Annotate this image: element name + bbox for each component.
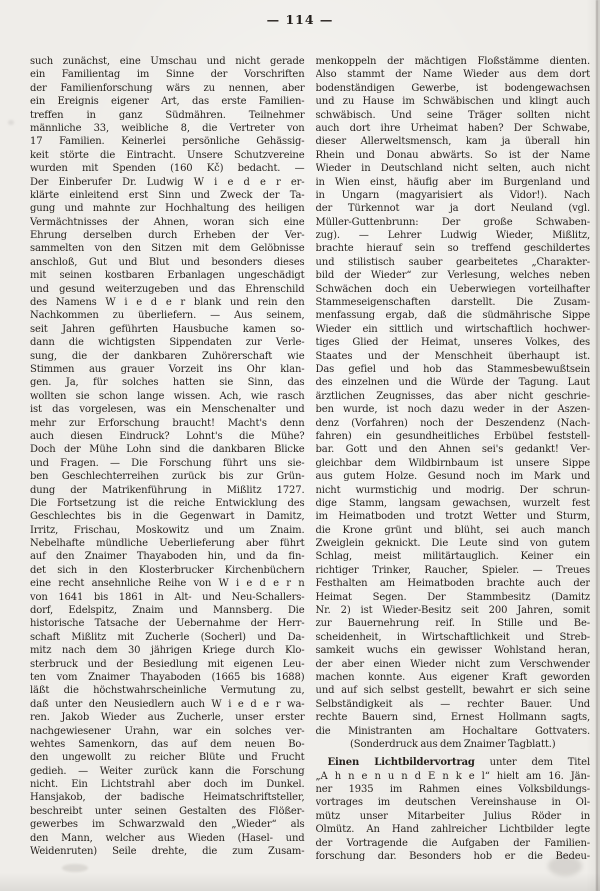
text-line: dann die wichtigsten Sippendaten zur Verle- xyxy=(30,337,305,349)
text-line: sung, die der dankbaren Zuhörerschaft wie xyxy=(30,350,305,362)
text-line: Geschlechtes bis in die Gegenwart in Damitz, xyxy=(30,511,305,523)
text-line: klärte einleitend erst Sinn und Zweck der Ta- xyxy=(30,189,305,201)
text-line: ten vom Znaimer Thayaboden (1665 bis 1688) xyxy=(30,671,305,683)
text-line: menfassung ergab, daß die südmährische Sippe xyxy=(315,310,590,322)
text-line: läßt die höchstwahrscheinliche Vermutung zu, xyxy=(30,685,305,697)
text-line: in Wien einst, häufig aber im Burgenland und xyxy=(315,176,590,188)
text-line: des Namens W i e d e r blank und rein den xyxy=(30,297,305,309)
text-line: gen. Ja, für solches hatten sie Sinn, das xyxy=(30,377,305,389)
text-line: ist das vorgelesen, was ein Menschenalter und xyxy=(30,404,305,416)
text-line: Staates und der Menschheit überhaupt ist. xyxy=(315,350,590,362)
text-line: wollten sie schon lange wissen. Ach, wie rasch xyxy=(30,390,305,402)
text-line: zug). — Lehrer Ludwig Wieder, Mißlitz, xyxy=(315,230,590,242)
text-line: treffen in ganz Südmähren. Teilnehmer xyxy=(30,109,305,121)
text-line: und gesund weiterzugeben und das Ehrenschild xyxy=(30,283,305,295)
text-line: mit seinen kostbaren Erbanlagen ungeschädigt xyxy=(30,270,305,282)
text-line: det sich in den Klosterbrucker Kirchenbüchern xyxy=(30,564,305,576)
text-line: ner 1935 im Rahmen eines Volksbildungs- xyxy=(315,784,590,796)
text-line: dige Stamm, langsam gewachsen, wurzelt fest xyxy=(315,497,590,509)
text-line: schwäbisch. Und seine Träger sollten nicht xyxy=(315,109,590,121)
text-line: seit Jahren geführten Hausbuche kamen so- xyxy=(30,323,305,335)
text-line: aus gutem Holze. Gesund noch im Mark und xyxy=(315,471,590,483)
text-line: dieser Allerweltsmensch, kam ja überall hin xyxy=(315,136,590,148)
text-line: forschung dar. Besonders hob er die Bedeu- xyxy=(315,851,590,863)
text-line: ren. Jakob Wieder aus Zucherle, unser erster xyxy=(30,712,305,724)
text-column-left xyxy=(30,55,305,863)
text-line: menkoppeln der mächtigen Floßstämme dienten. xyxy=(315,56,590,67)
text-line: ben Geschlechterreihen zurück bis zur Grün- xyxy=(30,471,305,483)
text-line: und auf sich selbst gestellt, bewahrt er sich seine xyxy=(315,685,590,697)
text-line: wurden mit Spenden (160 Kč) bedacht. — xyxy=(30,163,305,175)
text-line: vortrages im deutschen Vereinshause in Ol- xyxy=(315,797,590,809)
text-line: „A h n e n u n d E n k e l“ hielt am 16. Jän- xyxy=(315,770,590,782)
text-line: der aber einen Wieder nicht zum Verschwender xyxy=(315,658,590,670)
text-line: Schlag, meist militärtauglich. Keiner ein xyxy=(315,551,590,563)
text-line: Vermächtnisses der Ahnen, woran sich eine xyxy=(30,216,305,228)
text-line: des einzelnen und die Würde der Tagung. Laut xyxy=(315,377,590,389)
text-line: ben wurde, ist noch dazu weder in der Aszen- xyxy=(315,404,590,416)
text-line: mütz unser Mitarbeiter Julius Röder in xyxy=(315,810,590,822)
text-line: machen konnte. Aus eigener Kraft geworden xyxy=(315,671,590,683)
text-line: such zunächst, eine Umschau und nicht gerade xyxy=(30,56,305,67)
text-line: wehtes Samenkorn, das auf dem neuen Bo- xyxy=(30,738,305,750)
text-line: Stammeseigenschaften darstellt. Die Zusam- xyxy=(315,297,590,309)
text-line: nicht wurmstichig und modrig. Der schrun- xyxy=(315,484,590,496)
text-line: schaft Mißlitz mit Zucherle (Socherl) und Da- xyxy=(30,631,305,643)
text-line: die Krone grünt und blüht, sei auch manch xyxy=(315,524,590,536)
text-line: der Vortragende die Aufgaben der Familien- xyxy=(315,837,590,849)
text-line: rechte Bauern sind, Ernest Hollmann sagts, xyxy=(315,712,590,724)
text-line: Der Einberufer Dr. Ludwig W i e d e r er- xyxy=(30,176,305,188)
text-line: gleichbar dem Wildbirnbaum ist unsere Sippe xyxy=(315,457,590,469)
text-line: scheidenheit, in Wirtschaftlichkeit und Streb- xyxy=(315,631,590,643)
text-line: richtiger Trinker, Raucher, Spieler. — Treues xyxy=(315,564,590,576)
text-line: mehr zur Erforschung braucht! Macht's denn xyxy=(30,417,305,429)
text-line: Irritz, Frischau, Moskowitz und um Znaim. xyxy=(30,524,305,536)
text-line: Doch der Mühe Lohn sind die dankbaren Blicke xyxy=(30,444,305,456)
text-line: keit störte die Eintracht. Unsere Schutzvereine xyxy=(30,149,305,161)
text-line: Olmütz. An Hand zahlreicher Lichtbilder legte xyxy=(315,824,590,836)
text-line: eine recht ansehnliche Reihe von W i e d e r n xyxy=(30,578,305,590)
text-line: dung der Matrikenführung in Mißlitz 1727. xyxy=(30,484,305,496)
text-column-right xyxy=(316,55,591,863)
text-line: dorf, Edelspitz, Znaim und Mannsberg. Die xyxy=(30,605,305,617)
text-line: sammelten von den Sitzen mit dem Gelöbnisse xyxy=(30,243,305,255)
text-line: der Familienforschung wärs zu nennen, aber xyxy=(30,82,305,94)
text-line: Zweiglein geknickt. Die Leute sind von gutem xyxy=(315,538,590,550)
text-line: und zu Hause im Schwäbischen und klingt auch xyxy=(315,96,590,108)
text-line: die Ministranten am Hochaltare Gottvaters. xyxy=(315,725,590,737)
text-line: ein Familientag im Sinne der Vorschriften xyxy=(30,69,305,81)
text-line: auch dort ihre Urheimat haben? Der Schwabe, xyxy=(315,122,590,134)
text-line: gung und mahnte zur Hochhaltung des heiligen xyxy=(30,203,305,215)
text-line: und Fragen. — Die Forschung führt uns sie- xyxy=(30,457,305,469)
text-line: bild der Wieder“ zur Verlesung, welches neben xyxy=(315,270,590,282)
text-line: anschloß, Gut und Blut und besonders dieses xyxy=(30,256,305,268)
text-line: Wieder ein sittlich und wirtschaftlich hochwer- xyxy=(315,323,590,335)
text-line: Stimmen aus grauer Vorzeit ins Ohr klan- xyxy=(30,363,305,375)
text-line: bodenständigen Gewerbe, ist bodengewachsen xyxy=(315,82,590,94)
text-line: Festhalten am Heimatboden brachte auch der xyxy=(315,578,590,590)
text-line: auf den Znaimer Thayaboden hin, und da fin- xyxy=(30,551,305,563)
text-line: gedieh. — Weiter zurück kann die Forschung xyxy=(30,765,305,777)
text-line: zur Bauernehrung reif. In Stille und Be- xyxy=(315,618,590,630)
page-number: — 114 — xyxy=(266,12,334,27)
text-line: Einen Lichtbildervortrag unter dem Titel xyxy=(327,757,590,769)
text-line: Das gefiel und hob das Stammesbewußtsein xyxy=(315,363,590,375)
text-line: ärztlichen Zeugnisses, das aber nicht geschrie- xyxy=(315,390,590,402)
text-columns xyxy=(0,28,600,863)
text-line: Müller-Guttenbrunn: Der große Schwaben- xyxy=(315,216,590,228)
text-line: tiges Glied der Heimat, unseres Volkes, des xyxy=(315,337,590,349)
text-line: historische Tatsache der Uebernahme der Herr- xyxy=(30,618,305,630)
text-line: fahren) ein gesundheitliches Erbübel feststell- xyxy=(315,430,590,442)
text-line: brachte hierauf sein so treffend geschildertes xyxy=(315,243,590,255)
text-line: und stilistisch sauber gearbeitetes „Charakter- xyxy=(315,256,590,268)
scan-smudge xyxy=(62,864,88,872)
text-line: Die Fortsetzung ist die reiche Entwicklung des xyxy=(30,497,305,509)
text-line: in Ungarn (magyarisiert als Vidor!). Nach xyxy=(315,189,590,201)
text-line: den ungewollt zu reicher Blüte und Frucht xyxy=(30,752,305,764)
text-line: bar. Gott und den Ahnen sei's gedankt! Ver- xyxy=(315,444,590,456)
text-line: Hansjakob, der badische Heimatschriftsteller, xyxy=(30,792,305,804)
text-line: im Heimatboden und trotzt Wetter und Sturm, xyxy=(315,511,590,523)
text-line: denz (Vorfahren) noch der Deszendenz (Nach- xyxy=(315,417,590,429)
text-line: ein Ereignis eigener Art, das erste Familien- xyxy=(30,96,305,108)
text-line: 17 Familien. Keinerlei persönliche Gehässig- xyxy=(30,136,305,148)
text-line: den Mann, welcher aus Wieden (Hasel- und xyxy=(30,832,305,844)
bold-lead-text: Einen Lichtbildervortrag xyxy=(327,757,475,769)
text-line: gewerbes im Schwarzwald den „Wieder“ als xyxy=(30,819,305,831)
text-line: (Sonderdruck aus dem Znaimer Tagblatt.) xyxy=(350,738,556,750)
text-line: Nachkommen zu überliefern. — Aus seinem, xyxy=(30,310,305,322)
text-line: Nebelhafte mündliche Ueberlieferung aber führt xyxy=(30,538,305,550)
text-line: daß unter den Neusiedlern auch W i e d e r wa- xyxy=(30,698,305,710)
text-line: der Türkennot war ja dort Neuland (vgl. xyxy=(315,203,590,215)
text-line: nicht. Ein Lichtstrahl aber doch im Dunkel. xyxy=(30,779,305,791)
text-line: Weidenruten) Seile drehte, die zum Zusam- xyxy=(30,846,305,858)
text-line: nachgewiesener Urahn, war ein solches ver- xyxy=(30,725,305,737)
text-line: auch diesen Eindruck? Lohnt's die Mühe? xyxy=(30,430,305,442)
text-line: sterbruck und der Besiedlung mit eigenen Leu- xyxy=(30,658,305,670)
text-line: Heimat Segen. Der Stammbesitz (Damitz xyxy=(315,591,590,603)
text-line: Schwächen doch ein Ueberwiegen vorteilhafter xyxy=(315,283,590,295)
text-line: Wieder in Deutschland nicht selten, auch nicht xyxy=(315,163,590,175)
text-line: mitz nach dem 30 jährigen Kriege durch Klo- xyxy=(30,645,305,657)
text-line: Rhein und Donau abwärts. So ist der Name xyxy=(315,149,590,161)
text-line: Also stammt der Name Wieder aus dem dort xyxy=(315,69,590,81)
text-line: von 1641 bis 1861 in Alt- und Neu-Schallers- xyxy=(30,591,305,603)
text-line: samkeit wuchs ein gewisser Wohlstand heran, xyxy=(315,645,590,657)
text-line: Ehrung derselben durch Erheben der Ver- xyxy=(30,230,305,242)
text-line: Nr. 2) ist Wieder-Besitz seit 200 Jahren, somit xyxy=(315,605,590,617)
text-line: Selbständigkeit als — rechter Bauer. Und xyxy=(315,698,590,710)
text-line: männliche 33, weibliche 8, die Vertreter von xyxy=(30,122,305,134)
text-line: beschreibt unter seinen Gestalten des Flößer- xyxy=(30,805,305,817)
